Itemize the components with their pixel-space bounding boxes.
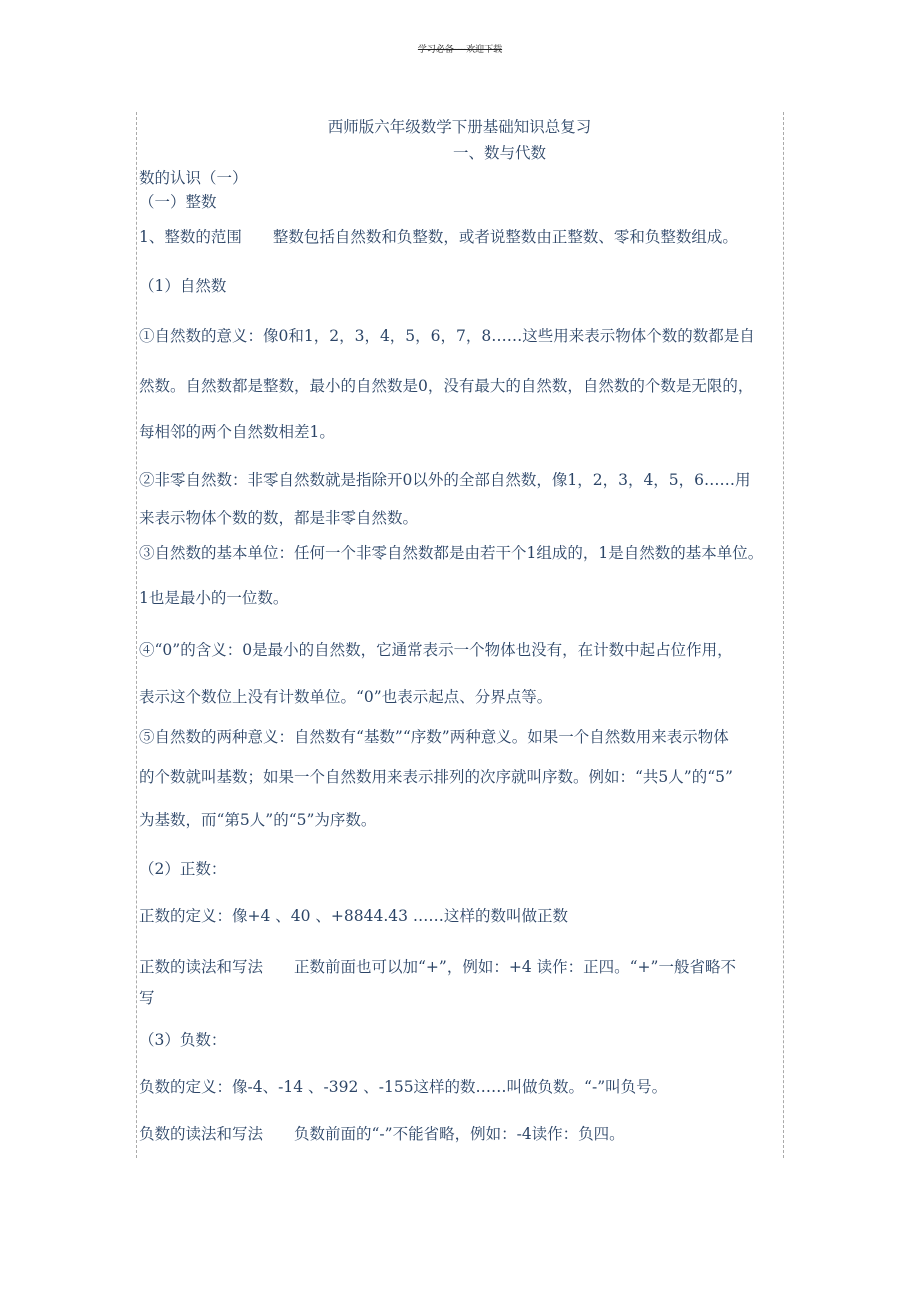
text-line: （2）正数： bbox=[139, 860, 227, 878]
text-line: 正数的定义：像+4 、40 、+8844.43 ……这样的数叫做正数 bbox=[139, 907, 568, 925]
text-line: 负数的定义：像-4、-14 、-392 、-155这样的数……叫做负数。“-”叫负号。 bbox=[139, 1078, 668, 1096]
text-line: ③自然数的基本单位：任何一个非零自然数都是由若干个1组成的，1是自然数的基本单位。 bbox=[139, 544, 764, 562]
text-line: 来表示物体个数的数，都是非零自然数。 bbox=[139, 509, 419, 527]
page-header: 学习必备----欢迎下载 bbox=[417, 45, 503, 55]
text-line: 1、整数的范围 整数包括自然数和负整数，或者说整数由正整数、零和负整数组成。 bbox=[139, 228, 738, 246]
text-line: （3）负数： bbox=[139, 1031, 227, 1049]
text-line: 正数的读法和写法 正数前面也可以加“+”，例如：+4 读作：正四。“+”一般省略不 bbox=[139, 958, 736, 976]
text-line: 的个数就叫基数；如果一个自然数用来表示排列的次序就叫序数。例如：“共5人”的“5” bbox=[139, 768, 733, 786]
text-line: 为基数，而“第5人”的“5”为序数。 bbox=[139, 811, 377, 829]
text-line: 负数的读法和写法 负数前面的“-”不能省略，例如：-4读作：负四。 bbox=[139, 1125, 625, 1143]
text-line: 1也是最小的一位数。 bbox=[139, 589, 289, 607]
document-title: 西师版六年级数学下册基础知识总复习 bbox=[327, 118, 592, 136]
text-line: （1）自然数 bbox=[139, 277, 227, 295]
text-line: ②非零自然数：非零自然数就是指除开0以外的全部自然数，像1，2，3，4，5，6……用 bbox=[139, 471, 751, 489]
text-line: 表示这个数位上没有计数单位。“0”也表示起点、分界点等。 bbox=[139, 688, 553, 706]
text-line: （一）整数 bbox=[139, 193, 217, 211]
text-line: 每相邻的两个自然数相差1。 bbox=[139, 423, 335, 441]
section-title: 一、数与代数 bbox=[452, 144, 546, 162]
text-line: ⑤自然数的两种意义：自然数有“基数”“序数”两种意义。如果一个自然数用来表示物体 bbox=[139, 728, 729, 746]
text-line: 数的认识（一） bbox=[139, 169, 248, 187]
right-border bbox=[783, 112, 784, 1158]
text-line: 然数。自然数都是整数，最小的自然数是0，没有最大的自然数，自然数的个数是无限的， bbox=[139, 377, 754, 395]
text-line: 写 bbox=[139, 989, 155, 1007]
text-line: ①自然数的意义：像0和1，2，3，4，5，6，7，8……这些用来表示物体个数的数都是自 bbox=[139, 327, 755, 345]
left-border bbox=[136, 112, 137, 1158]
text-line: ④“0”的含义：0是最小的自然数，它通常表示一个物体也没有，在计数中起占位作用， bbox=[139, 641, 733, 659]
